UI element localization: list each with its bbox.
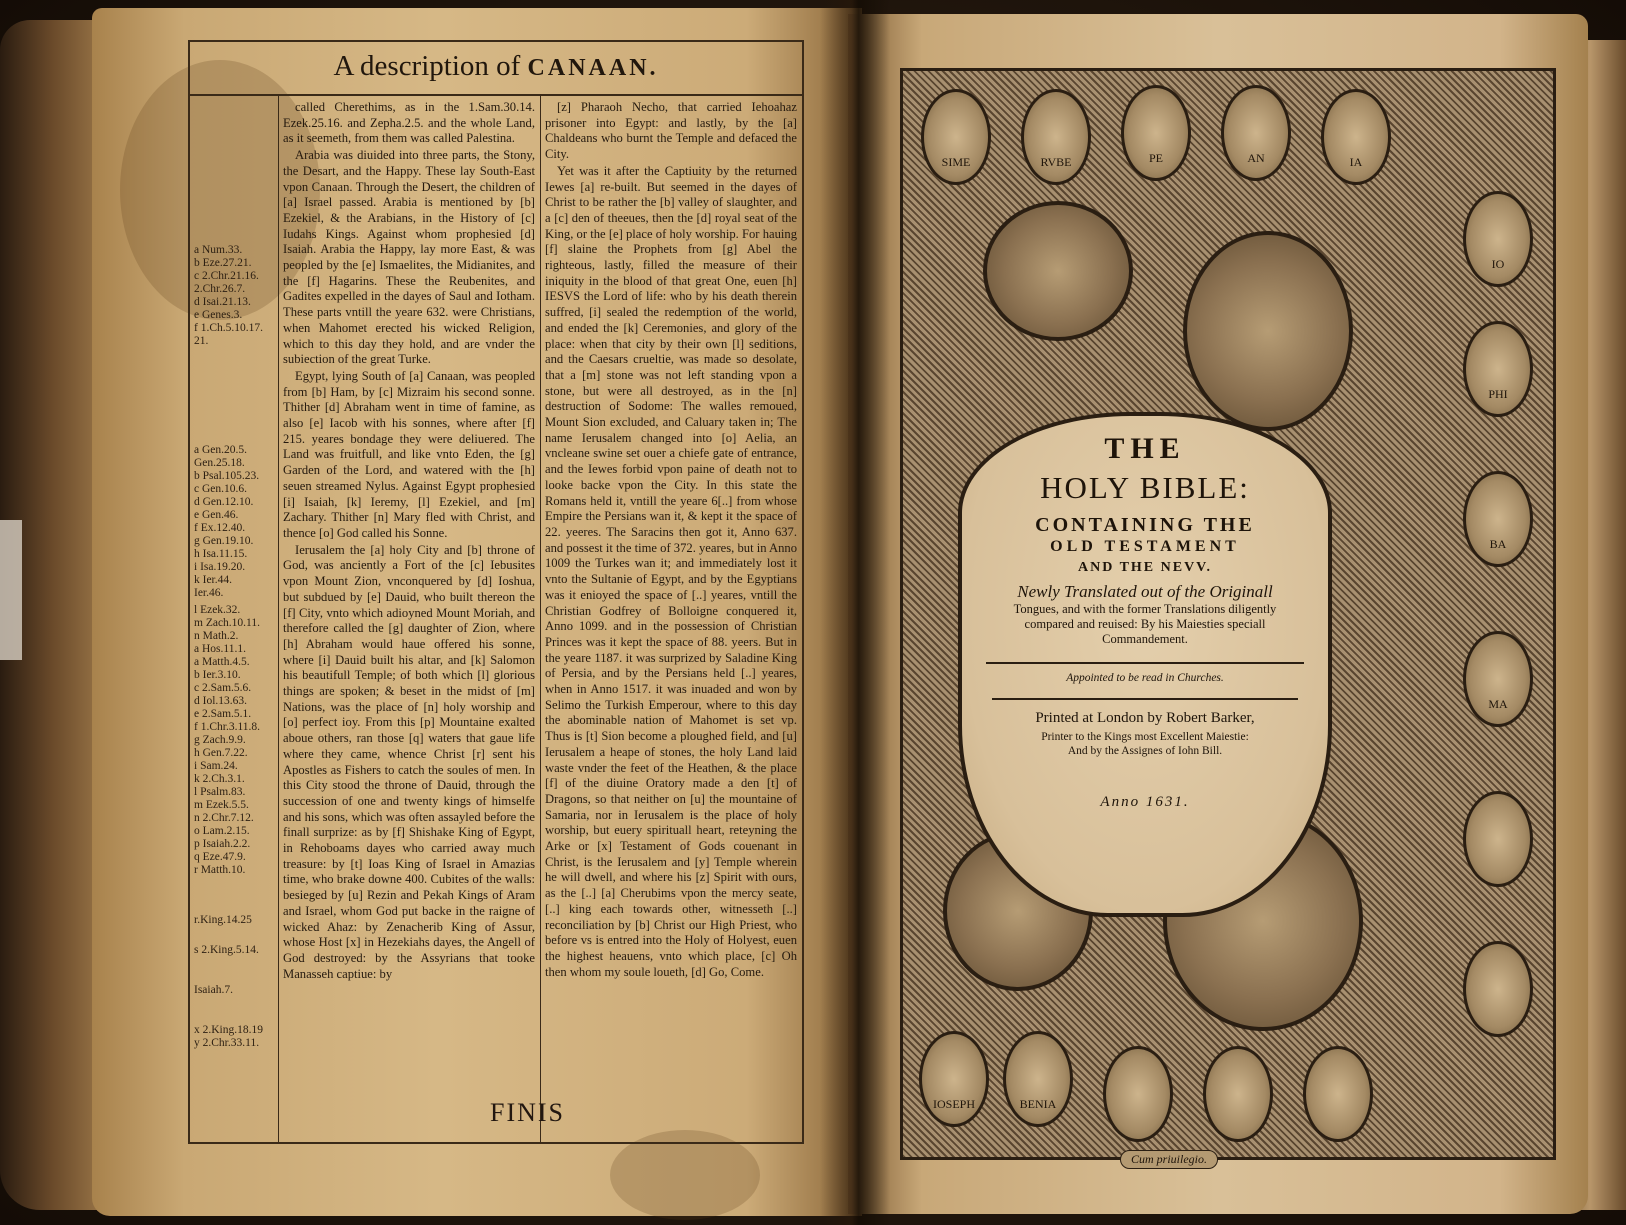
margin-reference: d Gen.12.10. <box>194 496 254 508</box>
margin-reference: m Zach.10.11. <box>194 617 261 629</box>
printed-line: Printed at London by Robert Barker, <box>1035 710 1255 726</box>
header-prefix: A description of <box>333 50 521 82</box>
margin-reference: h Gen.7.22. <box>194 747 248 759</box>
title-rule <box>992 698 1298 700</box>
medallion-portrait: RVBE <box>1021 89 1091 185</box>
margin-reference: c 2.Chr.21.16. <box>194 270 259 282</box>
margin-reference: c Gen.10.6. <box>194 483 248 495</box>
margin-reference: l Ezek.32. <box>194 604 241 616</box>
margin-reference: e 2.Sam.5.1. <box>194 708 252 720</box>
margin-reference: a Gen.20.5. <box>194 444 248 456</box>
margin-reference: d Isai.21.13. <box>194 296 251 308</box>
medallion-portrait: IO <box>1463 191 1533 287</box>
margin-reference: r.King.14.25 <box>194 914 252 926</box>
medallion-portrait: IOSEPH <box>919 1031 989 1127</box>
privilegio-label: Cum priuilegio. <box>1120 1150 1218 1169</box>
title-rule <box>986 662 1304 664</box>
margin-reference: f 1.Chr.3.11.8. <box>194 721 261 733</box>
medallion-portrait: BENIA <box>1003 1031 1073 1127</box>
margin-reference: p Isaiah.2.2. <box>194 838 251 850</box>
margin-reference: 2.Chr.26.7. <box>194 283 246 295</box>
title-holy-bible: HOLY BIBLE: <box>1040 470 1250 505</box>
medallion-portrait: MA <box>1463 631 1533 727</box>
title-old-testament: OLD TESTAMENT <box>1050 538 1240 555</box>
subtitle-newly: Newly Translated out of the Originall <box>1017 582 1273 601</box>
appointed-line: Appointed to be read in Churches. <box>1066 672 1224 684</box>
margin-reference: m Ezek.5.5. <box>194 799 249 811</box>
margin-reference: b Psal.105.23. <box>194 470 260 482</box>
medallion-portrait <box>1463 791 1533 887</box>
margin-reference: b Ier.3.10. <box>194 669 241 681</box>
medallion-portrait: AN <box>1221 85 1291 181</box>
medallion-portrait: IA <box>1321 89 1391 185</box>
title-the: THE <box>1104 432 1186 465</box>
text-paragraph: Ierusalem the [a] holy City and [b] throne of God, was anciently a Fort of the [c] Iebusites vpon Mount Zion, vnconquered by [d] Ioshua, but subdued by [e] Dauid, who built thereon the [f] City, vnto which adioyned Mount Moriah, and therefore called the [g] daughter of Zion, where [h] Abraham would haue offered his sonne, where [i] Dauid built his altar, and [k] Salomon his beautifull Temple; of both which [l] glorious things are spoken; & beset in the midst of [m] Nations, was the place of [n] holy worship and [o] perfect ioy. From this [p] Mountaine exalted aboue others, ran those [q] waters that gaue life where they came, whence Christ [r] sent his Apostles as Fishers to catch the soules of men. In this City stood the throne of Dauid, through the succession of one and twenty kings of himselfe and his sons, which was often assayled before the finall surprize: as by [f] Shishake King of Egypt, in Rehoboams dayes who carried away much treasure: by [t] Ioas King of Israel in Amazias time, who brake downe 400. Cubites of the walls: besieged by [u] Rezin and Pekah Kings of Aram and Israel, whom God put backe in the raigne of wicked Ahaz: by Zenacherib King of Assur, whose Host [x] in Hezekiahs dayes, the Angell of God destroyed: by the Assyrians that tooke Manasseh captiue: by <box>283 542 535 981</box>
left-text-frame <box>188 40 804 1144</box>
margin-reference: g Zach.9.9. <box>194 734 246 746</box>
margin-reference: f 1.Ch.5.10.17. <box>194 322 263 334</box>
margin-reference: d Iol.13.63. <box>194 695 248 707</box>
margin-reference: k Ier.44. <box>194 574 233 586</box>
margin-reference: h Isa.11.15. <box>194 548 248 560</box>
text-paragraph: Yet was it after the Captiuity by the returned Iewes [a] re-built. But seemed in the dayes of Christ to be rather the [b] valley of slaughter, and a [c] den of theeues, then the [d] royal seat of the King, or the [e] place of holy worship. For hauing [f] slaine the Prophets from [g] Abel the righteous, lastly, filled the measure of their iniquity in the blood of that great One, euen [h] IESVS the Lord of life: who by his death therein suffred, [i] sealed the redemption of the world, and ended the [k] Ceremonies, and glory of the place: when that city by their own [l] seditions, and the Caesars crueltie, was made so desolate, that a [m] stone was not left standing vpon a stone, but were all destroyed, as in the [n] destruction of Sodome: The walles remoued, Mount Sion excluded, and Caluary taken in; The name Ierusalem changed into [o] Aelia, an vncleane swine set ouer a chiefe gate of entrance, and the Iewes forbid vpon paine of death not to looke backe vpon the City. In this state the Romans held it, vntill the yeare 6[..] from whose Empire the Persians wan it, & kept it the space of 22. yeeres. The Saracins then got it, Anno 637. and possest it the time of 372. yeares, but in Anno 1009 the Turkes wan it; and immediately lost it vnto the Sultanie of Egypt, and by the Egyptians was it enioyed the space of [..] yeares, vntill the Christian Godfrey of Bolloigne conquered it, Anno 1099. and in the possession of Christian Princes was it kept the space of 88. yeers. But in the yeare 1187. it was surprized by Saladine King of Persia, and by the Persians held [..] yeares, when in Anno 1517. it was inuaded and won by Selimo the Turkish Emperour, where to this day the abominable nation of Mahomet is set vp. Thus is [t] Sion become a ploughed field, and [u] Ierusalem a heape of stones, the holy Land laid waste vnder the feet of the Heathen, & the place [f] of the diuine Oratory made a den [t] of Dragons, so that neither on [u] the mountaine of Samaria, nor in Ierusalem is the place of holy worship, but euery spirituall heart, reteyning the Arke or [x] Testament of Gods couenant in Christ, is the Ierusalem and [y] Temple wherein he will dwell, and where his [z] Spirit with ours, as the [..] [a] Cherubims vpon the mercy seate, [..] king each towards other, witnesseth [..] reconciliation by [b] Christ our High Priest, who before vs is entred into the Holy of Holyest, euen the highest heauens, vnto which place, [c] Oh then whom my soule loueth, [d] Go, Come. <box>545 163 797 979</box>
margin-reference: Isaiah.7. <box>194 984 233 996</box>
margin-reference: c 2.Sam.5.6. <box>194 682 252 694</box>
margin-reference: i Sam.24. <box>194 760 238 772</box>
margin-reference: 21. <box>194 335 209 347</box>
header-caps: CANAAN. <box>527 55 659 81</box>
margin-reference: r Matth.10. <box>194 864 246 876</box>
margin-reference: q Eze.47.9. <box>194 851 246 863</box>
book-gutter <box>820 0 890 1225</box>
text-column-a <box>283 100 535 1130</box>
margin-reference: i Isa.19.20. <box>194 561 246 573</box>
finis-label: FINIS <box>490 1098 566 1127</box>
margin-reference: n 2.Chr.7.12. <box>194 812 254 824</box>
medallion-portrait: SIME <box>921 89 991 185</box>
margin-reference: Ier.46. <box>194 587 224 599</box>
title-new: AND THE NEVV. <box>1077 560 1212 575</box>
subtitle-tongues: Tongues, and with the former Translations diligently compared and reuised: By his Maiesties speciall Commandement. <box>1013 602 1277 646</box>
dove-medallion <box>983 201 1133 341</box>
margin-reference: n Math.2. <box>194 630 239 642</box>
text-paragraph: [z] Pharaoh Necho, that carried Iehoahaz prisoner into Egypt: and lastly, by the [a] Chaldeans who burnt the Temple and defaced the City. <box>545 100 797 162</box>
title-containing: CONTAINING THE <box>1035 514 1255 536</box>
medallion-portrait <box>1103 1046 1173 1142</box>
margin-reference: g Gen.19.10. <box>194 535 254 547</box>
margin-reference: b Eze.27.21. <box>194 257 252 269</box>
margin-reference: a Hos.11.1. <box>194 643 246 655</box>
page-header <box>190 50 802 83</box>
margin-reference: o Lam.2.15. <box>194 825 250 837</box>
margin-references <box>190 94 279 1142</box>
margin-reference: s 2.King.5.14. <box>194 944 259 956</box>
medallion-portrait: PE <box>1121 85 1191 181</box>
margin-reference: a Num.33. <box>194 244 243 256</box>
column-rule <box>540 94 541 1142</box>
margin-reference: y 2.Chr.33.11. <box>194 1037 260 1049</box>
medallion-portrait <box>1203 1046 1273 1142</box>
stray-leaf <box>0 520 22 660</box>
margin-reference: e Genes.3. <box>194 309 243 321</box>
medallion-portrait <box>1303 1046 1373 1142</box>
margin-reference: k 2.Ch.3.1. <box>194 773 245 785</box>
margin-reference: a Matth.4.5. <box>194 656 250 668</box>
margin-reference: Gen.25.18. <box>194 457 245 469</box>
margin-reference: x 2.King.18.19 <box>194 1024 263 1036</box>
medallion-portrait: PHI <box>1463 321 1533 417</box>
margin-reference: e Gen.46. <box>194 509 239 521</box>
scene-medallion <box>1183 231 1353 431</box>
text-paragraph: called Cherethims, as in the 1.Sam.30.14. Ezek.25.16. and Zepha.2.5. and the whole Land, as it seemeth, from them was called Palestina. <box>283 100 535 146</box>
text-paragraph: Arabia was diuided into three parts, the Stony, the Desart, and the Happy. These lay South-East vpon Canaan. Through the Desert, the children of [a] Israel passed. Arabia is mentioned by [b] Ezekiel, & the Arabians, in the History of [c] Iudahs Kings. Against whom prophesied [d] Isaiah. Arabia the Happy, lay more East, & was peopled by the [e] Ismaelites, the Midianites, and the [f] Hagarins. These the Reubenites, and Gadites expelled in the dayes of Saul and Iotham. These parts vntill the yeare 632. were Christians, when Mahomet erected his wicked Religion, which to this day they hold, and are vnder the subiection of the great Turke. <box>283 148 535 367</box>
title-cartouche <box>958 412 1332 917</box>
text-paragraph: Egypt, lying South of [a] Canaan, was peopled from [b] Ham, by [c] Mizraim his second sonne. Thither [d] Abraham went in time of famine, as also [e] Iacob with his sonnes, where after [f] 215. yeares bondage they were deliuered. The Land was fruitfull, and like vnto Eden, the [g] Garden of the Lord, and watered with the [h] seuen streamed Nylus. Against Egypt prophesied [i] Isaiah, [k] Ieremy, [l] Ezekiel, and [m] Zachary. Thither [n] Mary fled with Christ, and thence [o] God called his Sonne. <box>283 368 535 540</box>
medallion-portrait: BA <box>1463 471 1533 567</box>
margin-reference: f Ex.12.40. <box>194 522 246 534</box>
medallion-portrait <box>1463 941 1533 1037</box>
text-column-b <box>545 100 797 1130</box>
margin-reference: l Psalm.83. <box>194 786 246 798</box>
printer-line: Printer to the Kings most Excellent Maiestie: And by the Assignes of Iohn Bill. <box>1041 731 1249 757</box>
anno-date: Anno 1631. <box>1100 794 1190 810</box>
